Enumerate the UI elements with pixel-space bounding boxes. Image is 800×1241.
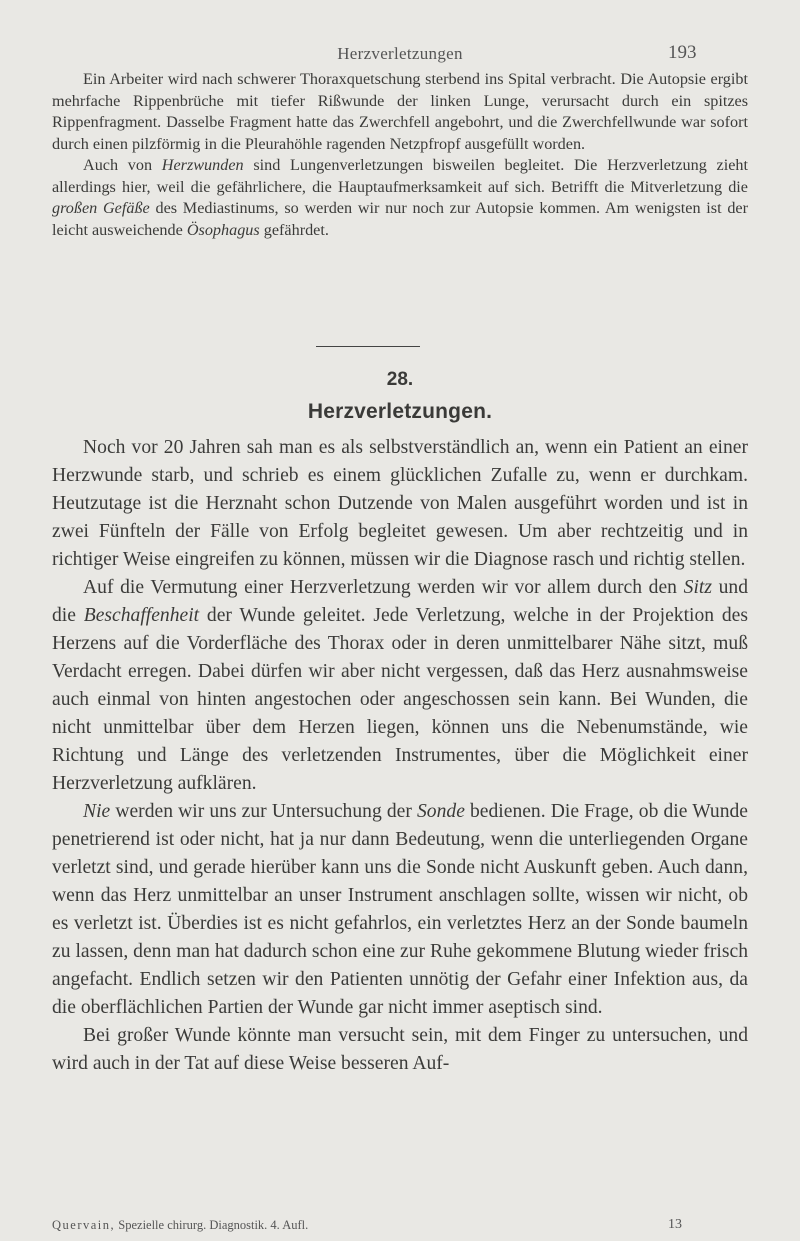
text-segment: sind Lungenverletzungen bisweilen begleitet. Die Herzverletzung zieht allerdings hier, weil die gefährlichere, die Hauptaufmerksamkeit auf sich. Betrifft die Mitverletzung die [52, 156, 748, 196]
section-number: 28. [386, 369, 414, 390]
paragraph [52, 574, 748, 798]
main-text-block [52, 434, 748, 1078]
text-segment: werden wir uns zur Untersuchung der [110, 801, 417, 822]
emphasis-text: Sitz [683, 577, 712, 598]
section-divider [316, 346, 420, 347]
paragraph [52, 1022, 748, 1078]
emphasis-text: Ösophagus [186, 220, 260, 239]
printer-signature: 13 [668, 1217, 682, 1232]
paragraph [52, 155, 748, 241]
text-segment: Auf die Vermutung einer Herzverletzung werden wir vor allem durch den [83, 577, 684, 598]
paragraph [52, 798, 748, 1022]
text-segment: Noch vor 20 Jahren sah man es als selbstverständlich an, wenn ein Patient an einer Herzwunde starb, und schrieb es einem glücklichen Zufalle zu, wenn er durchkam. Heutzutage ist die Herznaht schon Dutzende von Malen ausgeführt worden und ist in zwei Fünfteln der Fälle von Erfolg begleitet gewesen. Um aber rechtzeitig und in richtiger Weise eingreifen zu können, müssen wir die Diagnose rasch und richtig stellen. [52, 437, 748, 570]
emphasis-text: Herzwunden [161, 156, 244, 174]
text-segment: der Wunde geleitet. Jede Verletzung, welche in der Projektion des Herzens auf die Vorderfläche des Thorax oder in deren unmittelbarer Nähe sitzt, muß Verdacht erregen. Dabei dürfen wir aber nicht vergessen, daß das Herz ausnahmsweise auch einmal von hinten angestochen oder angeschossen sein kann. Bei Wunden, die nicht unmittelbar über dem Herzen liegen, können uns die Nebenumstände, wie Richtung und Länge des verletzenden Instrumentes, über die Möglichkeit einer Herzverletzung aufklären. [52, 605, 749, 794]
section-title: Herzverletzungen. [307, 400, 493, 423]
emphasis-text: Nie [83, 801, 111, 822]
text-segment: des Mediastinums, so werden wir nur noch zur Autopsie kommen. Am wenigsten ist der leicht ausweichende [52, 199, 748, 239]
footer-author: Quervain, [52, 1218, 116, 1232]
paragraph [52, 434, 748, 574]
text-segment: Bei großer Wunde könnte man versucht sein, mit dem Finger zu untersuchen, und wird auch in der Tat auf diese Weise besseren Auf- [52, 1025, 748, 1074]
footer-book-title: Spezielle chirurg. Diagnostik. 4. Aufl. [118, 1218, 309, 1232]
running-head: Herzverletzungen [337, 44, 463, 63]
text-segment: und die [52, 577, 749, 626]
emphasis-text: großen Gefäße [52, 199, 150, 217]
top-text-block [52, 69, 748, 241]
text-segment: bedienen. Die Frage, ob die Wunde penetrierend ist oder nicht, hat ja nur dann Bedeutung, wenn die unterliegenden Organe verletzt sind, und gerade hierüber kann uns die Sonde nicht Auskunft geben. Auch dann, wenn das Herz unmittelbar an unser Instrument anschlagen sollte, wissen wir nicht, ob es verletzt ist. Überdies ist es nicht gefahrlos, ein verletztes Herz an der Sonde baumeln zu lassen, denn man hat dadurch schon eine zur Ruhe gekommene Blutung wieder frisch angefacht. Endlich setzen wir den Patienten unnötig der Gefahr einer Infektion aus, da die oberflächlichen Partien der Wunde gar nicht immer aseptisch sind. [52, 801, 748, 1018]
text-segment: Ein Arbeiter wird nach schwerer Thoraxquetschung sterbend ins Spital verbracht. Die Autopsie ergibt mehrfache Rippenbrüche mit tiefer Rißwunde der linken Lunge, verursacht durch ein spitzes Rippenfragment. Dasselbe Fragment hatte das Zwerchfell angebohrt, und die Zwerchfellwunde war sofort durch einen pilzförmig in die Pleurahöhle ragenden Netzpfropf ausgefüllt worden. [52, 70, 748, 153]
text-segment: gefährdet. [259, 220, 329, 239]
page-number: 193 [668, 42, 697, 63]
emphasis-text: Beschaffenheit [83, 605, 200, 626]
text-segment: Auch von [83, 156, 162, 174]
paragraph [52, 69, 748, 155]
emphasis-text: Sonde [417, 801, 465, 822]
page-footer [52, 1218, 748, 1233]
